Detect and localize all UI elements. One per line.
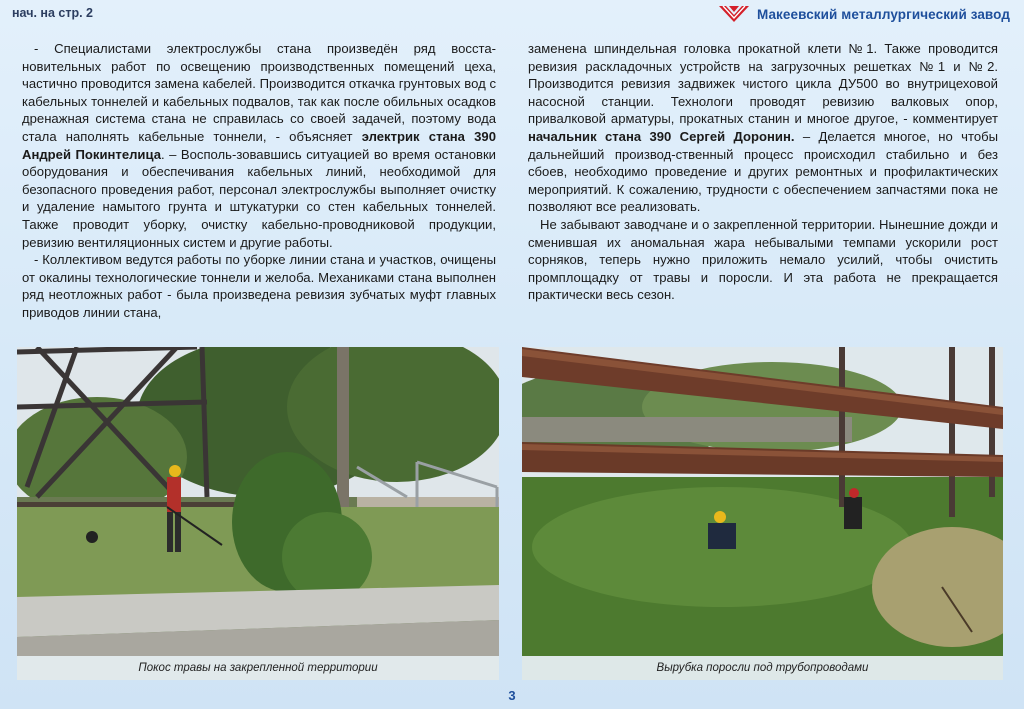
paragraph <box>22 40 496 251</box>
pipelines-scene-image <box>522 347 1003 680</box>
paragraph: - Коллективом ведутся работы по уборке линии стана и участков, очищены от окалины технологические тоннели и желоба. Механиками стана выполнен ряд неотложных работ - была произведена ревизия зубчатых муфт главных приводов линии стана, <box>22 252 496 320</box>
speaker-name: электрик стана 390 Андрей Покинтелица <box>22 128 496 162</box>
page-number: 3 <box>508 688 516 703</box>
company-name: Макеевский металлургический завод <box>756 6 1010 22</box>
paragraph: Не забывают заводчане и о закрепленной территории. Нынешние дожди и сменившая их аномальная жара небывалыми темпами ускорили рост сорняков, теперь нужно приложить немало усилий, чтобы очистить промплощадку от травы и поросли. И эта работа не прекращается практически весь сезон. <box>528 216 998 303</box>
text-run: – Делается многое, но чтобы дальнейший производ-ственный процесс происходил стабильно и без сбоев, необходимо проведение и других ремонтных и профилактических мероприятий. К сожалению, трудности с обеспечением запчастями пока не позволяют все реализовать. <box>528 128 999 215</box>
text-run: заменена шпиндельная головка прокатной клети №1. Также проводится ревизия раскладочных устройств на загрузочных решетках №1 и №2. Производится ревизия задвижек чистого цикла ДУ500 во внутрицеховой насосной станции. Технологи проводят ревизию валковых опор, привалковой арматуры, прокатных станин и многое другое, - комментирует <box>528 41 998 127</box>
article-column-right <box>528 40 998 304</box>
article-column-left <box>22 40 496 322</box>
speaker-name: начальник стана 390 Сергей Доронин. <box>528 128 795 144</box>
page-header <box>0 0 1024 32</box>
photo-caption: Покос травы на закрепленной территории <box>17 656 499 680</box>
photo-pipelines <box>522 347 1003 680</box>
mowing-scene-image <box>17 347 499 680</box>
text-run: . – Восполь-зовавшись ситуацией во время остановки оборудования и обеспечивания кабельных линий, необходимой для безопасного проведения работ, персонал электрослужбы выполняет очистку и удаление намытого грунта и штукатурки со стен кабельных тоннелей. Также проводит уборку, очистку кабельно-проводниковой продукции, ревизию вентиляционных систем и другие работы. <box>22 146 496 250</box>
company-brand <box>717 2 1010 26</box>
text-run: - Специалистами электрослужбы стана произведён ряд восста-новительных работ по освещению производственных помещений цеха, частично проводится замена кабелей. Производится откачка грунтовых вод с кабельных тоннелей и кабельных подвалов, так как после обильных осадков дренажная система стана не справилась со своей задачей, поэтому вода стала наполнять кабельные тоннели, - объясняет <box>22 41 496 144</box>
company-logo-icon <box>717 3 751 25</box>
photo-mowing <box>17 347 499 680</box>
paragraph <box>528 40 998 216</box>
photo-caption: Вырубка поросли под трубопроводами <box>522 656 1003 680</box>
continued-from-label: нач. на стр. 2 <box>12 6 93 20</box>
